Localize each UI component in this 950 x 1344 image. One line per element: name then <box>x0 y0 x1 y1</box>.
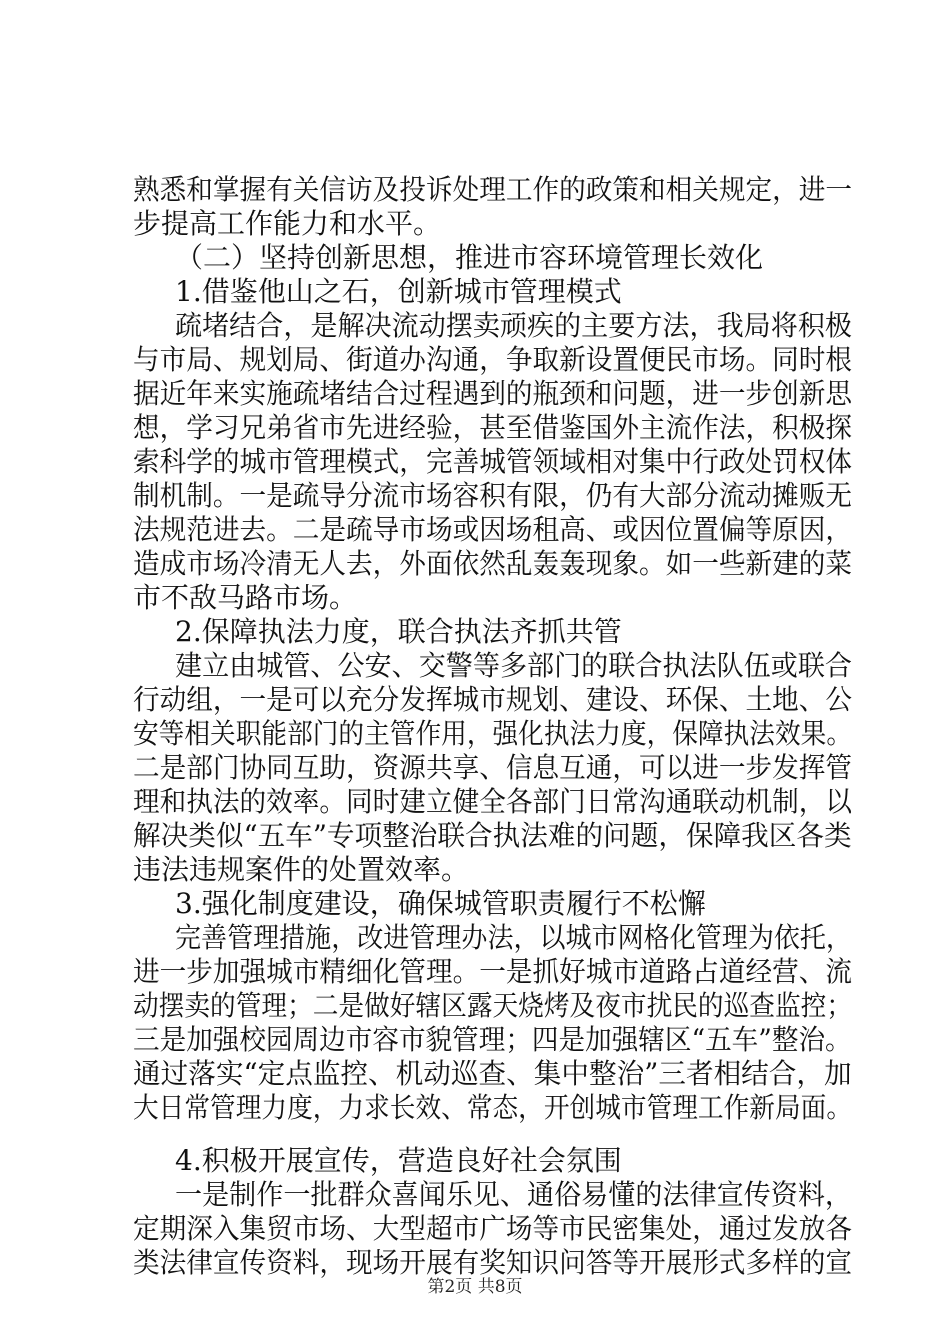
subsection-heading: 1.借鉴他山之石，创新城市管理模式 <box>175 275 622 308</box>
body-text-line: 制机制。一是疏导分流市场容积有限，仍有大部分流动摊贩无 <box>133 479 853 512</box>
body-text-line: 造成市场冷清无人去，外面依然乱轰轰现象。如一些新建的菜 <box>133 547 853 580</box>
body-text-line: 三是加强校园周边市容市貌管理；四是加强辖区“五车”整治。 <box>133 1023 852 1056</box>
body-text-line: 据近年来实施疏堵结合过程遇到的瓶颈和问题，进一步创新思 <box>133 377 853 410</box>
body-text-line: 安等相关职能部门的主管作用，强化执法力度，保障执法效果。 <box>133 717 853 750</box>
page-number-footer: 第2页 共8页 <box>427 1277 523 1297</box>
body-text-line: 一是制作一批群众喜闻乐见、通俗易懂的法律宣传资料， <box>175 1178 852 1211</box>
body-text-line: 通过落实“定点监控、机动巡查、集中整治”三者相结合，加 <box>133 1057 852 1090</box>
body-text-line: 定期深入集贸市场、大型超市广场等市民密集处，通过发放各 <box>133 1212 853 1245</box>
body-text-line: 市不敌马路市场。 <box>133 581 358 614</box>
body-text-line: 与市局、规划局、街道办沟通，争取新设置便民市场。同时根 <box>133 343 853 376</box>
section-heading: （二）坚持创新思想，推进市容环境管理长效化 <box>175 241 764 274</box>
body-text-line: 理和执法的效率。同时建立健全各部门日常沟通联动机制，以 <box>133 785 853 818</box>
body-text-line: 建立由城管、公安、交警等多部门的联合执法队伍或联合 <box>175 649 852 682</box>
body-text-line: 动摆卖的管理；二是做好辖区露天烧烤及夜市扰民的巡查监控； <box>133 989 853 1022</box>
body-text-line: 索科学的城市管理模式，完善城管领域相对集中行政处罚权体 <box>133 445 853 478</box>
body-text-line: 想，学习兄弟省市先进经验，甚至借鉴国外主流作法，积极探 <box>133 411 853 444</box>
body-text-line: 二是部门协同互助，资源共享、信息互通，可以进一步发挥管 <box>133 751 853 784</box>
body-text-line: 步提高工作能力和水平。 <box>133 207 442 240</box>
body-text-line: 疏堵结合，是解决流动摆卖顽疾的主要方法，我局将积极 <box>175 309 852 342</box>
body-text-line: 违法违规案件的处置效率。 <box>133 853 470 886</box>
subsection-heading: 3.强化制度建设，确保城管职责履行不松懈 <box>175 887 706 920</box>
body-text-line: 进一步加强城市精细化管理。一是抓好城市道路占道经营、流 <box>133 955 853 988</box>
body-text-line: 法规范进去。二是疏导市场或因场租高、或因位置偏等原因， <box>133 513 853 546</box>
body-text-line: 解决类似“五车”专项整治联合执法难的问题，保障我区各类 <box>133 819 852 852</box>
subsection-heading: 4.积极开展宣传，营造良好社会氛围 <box>175 1144 622 1177</box>
body-text-line: 大日常管理力度，力求长效、常态，开创城市管理工作新局面。 <box>133 1091 853 1124</box>
body-text-line: 类法律宣传资料，现场开展有奖知识问答等开展形式多样的宣 <box>133 1246 853 1279</box>
body-text-line: 熟悉和掌握有关信访及投诉处理工作的政策和相关规定，进一 <box>133 173 853 206</box>
body-text-line: 行动组，一是可以充分发挥城市规划、建设、环保、土地、公 <box>133 683 853 716</box>
body-text-line: 完善管理措施，改进管理办法，以城市网格化管理为依托， <box>175 921 852 954</box>
subsection-heading: 2.保障执法力度，联合执法齐抓共管 <box>175 615 622 648</box>
